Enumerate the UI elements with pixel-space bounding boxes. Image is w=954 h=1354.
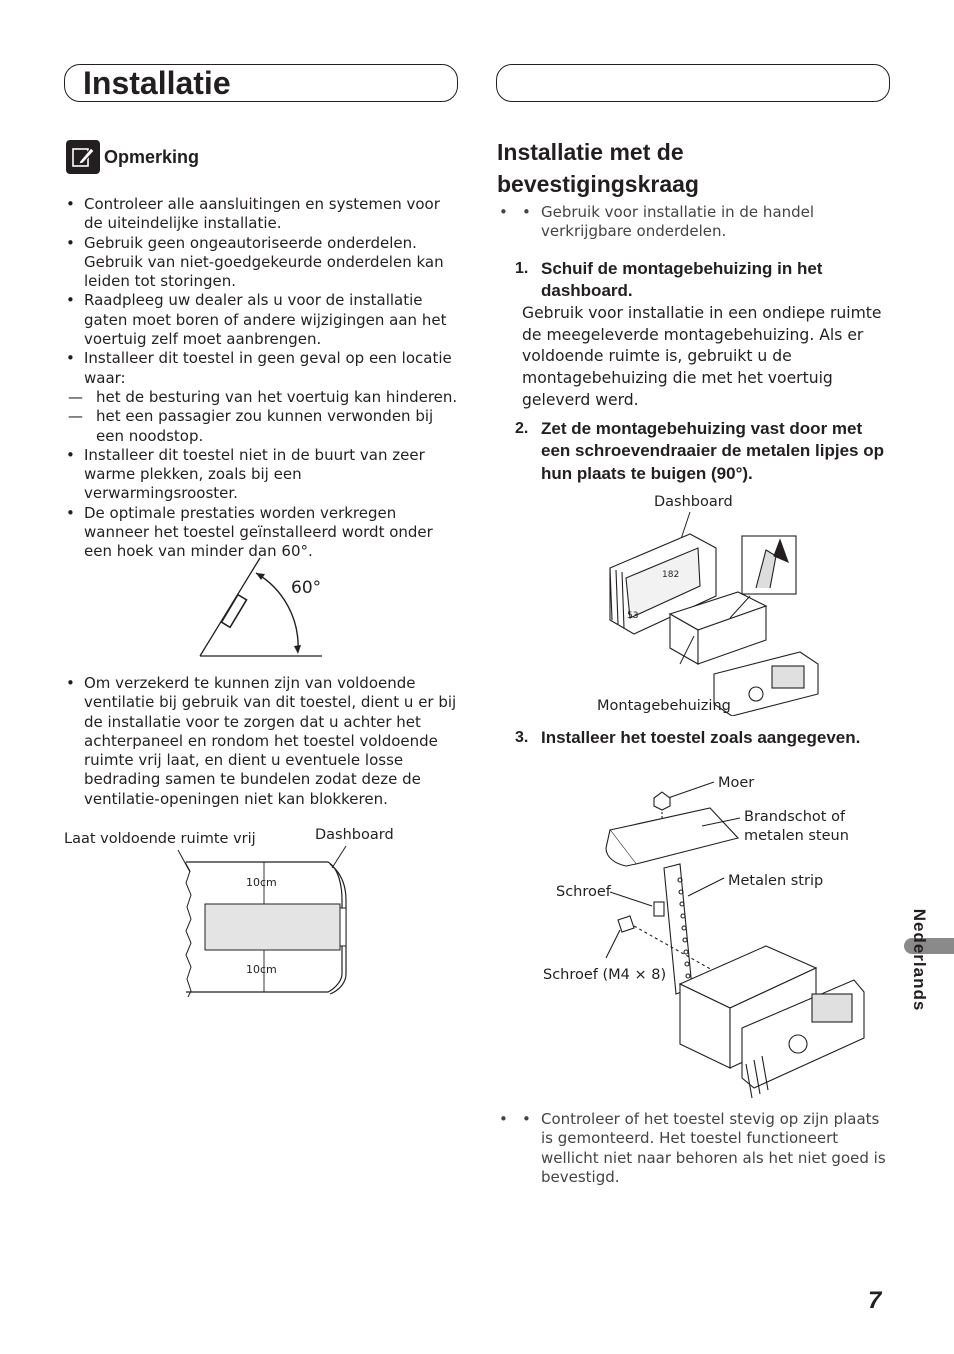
note-bullet: • De optimale prestaties worden verkregen wanneer het toestel geïnstalleerd wordt onder een hoek van minder dan 60°. [64,504,458,562]
screw-leader [610,892,652,906]
ventilation-section [64,674,458,809]
note-label: Opmerking [104,146,200,167]
arc-arrow-top [256,573,265,580]
final-bullet: • • Controleer of het toestel stevig op zijn plaats is gemonteerd. Het toestel functioneert wellicht niet naar behoren als het niet goed is bevestigd. [497,1110,891,1187]
unit-block [205,904,340,950]
step-number: 3. [515,729,529,746]
step-title: Installeer het toestel zoals aangegeven. [541,728,861,747]
note-bullet-list-2 [64,446,458,562]
step-3 [497,727,891,750]
nut-icon [654,792,670,810]
dim-height-label: 53 [627,611,639,621]
section-title-line1: Installatie met de [497,139,684,165]
space-label: Laat voldoende ruimte vrij [64,831,256,847]
step-title: Schuif de montagebehuizing in het dashboard. [541,258,823,301]
bottom-gap-label: 10cm [246,963,277,976]
step-number: 1. [515,259,529,277]
note-sub-list [64,388,458,446]
step-number: 2. [515,419,529,437]
step-2 [497,418,891,486]
note-bullet-list [64,195,458,388]
nut-leader [668,782,714,798]
collar-section [497,136,891,486]
note-bullet: • Installeer dit toestel niet in de buurt van zeer warme plekken, zoals bij een verwarmingsrooster. [64,446,458,504]
page-number: 7 [868,1287,882,1314]
radio-face-display [812,994,852,1022]
note-sub-item: — het een passagier zou kunnen verwonden bij een noodstop. [64,407,458,446]
radio-knob [749,687,763,701]
angle-label: 60° [291,578,322,598]
housing-figure [590,488,830,716]
pencil-note-icon [66,140,100,174]
note-section [64,140,458,562]
screw-m4-leader [606,930,620,958]
intro-list [497,203,891,242]
ventilation-bullet: • Om verzekerd te kunnen zijn van voldoende ventilatie bij gebruik van dit toestel, dient u er bij de installatie voor te zorgen dat u achter het achterpaneel en rondom het toestel voldoende ruimte vrij laat, en dient u eventuele losse bedrading samen te bundelen zodat deze de ventilatie-openingen niet kan blokkeren. [64,674,458,809]
note-heading [66,140,458,174]
fig3-screw-label: Schroef [556,884,611,900]
step-body: Gebruik voor installatie in een ondiepe ruimte de meegeleverde montagebehuizing. Als er voldoende ruimte is, gebruikt u de montagebehuizing die met het voertuig geleverd werd. [522,303,882,409]
final-list [497,1110,891,1187]
fig3-strip-label: Metalen strip [728,873,824,889]
fig3-screw-m4-label: Schroef (M4 × 8) [543,967,667,983]
screw-icon [654,902,664,916]
note-bullet: • Controleer alle aansluitingen en systemen voor de uiteindelijke installatie. [64,195,458,234]
dim-width-label: 182 [662,570,680,580]
fig3-bulkhead-label-1: Brandschot of [744,809,846,825]
step-title: Zet de montagebehuizing vast door met een schroevendraaier de metalen lipjes op hun plaats te buigen (90°). [541,418,884,483]
page-title: Installatie [83,65,231,101]
fig2-dashboard-label: Dashboard [654,494,733,510]
wavy-edge-left [185,862,191,997]
step-3-block [497,727,891,750]
angle-figure [196,555,326,660]
fig3-nut-label: Moer [718,775,755,791]
radio-face-knob [789,1035,807,1053]
language-label: Nederlands [910,908,929,1012]
radio-display [772,666,804,688]
fig3-bulkhead-label-2: metalen steun [744,828,849,844]
ventilation-list [64,674,458,809]
note-bullet: • Installeer dit toestel in geen geval op een locatie waar: [64,349,458,388]
arc-arrow-bottom [294,645,301,654]
fig2-housing-label: Montagebehuizing [597,698,731,714]
unit-front-panel [340,908,346,946]
note-bullet: • Raadpleeg uw dealer als u voor de installatie gaten moet boren of andere wijzigingen aan het voertuig zelf moet aanbrengen. [64,291,458,349]
strip-leader [688,878,724,896]
section-title-line2: bevestigingskraag [497,171,699,197]
header-empty-box [496,64,890,102]
section-title [497,136,891,200]
dashboard-label: Dashboard [315,827,394,843]
screw-m4-icon [618,916,634,932]
note-bullet: • Gebruik geen ongeautoriseerde onderdelen. Gebruik van niet-goedgekeurde onderdelen kan leiden tot storingen. [64,234,458,292]
note-sub-item: — het de besturing van het voertuig kan hinderen. [64,388,458,407]
ventilation-figure [60,820,400,1000]
step-1 [497,258,891,412]
header-title-box [64,64,458,102]
dashboard-leader [332,846,346,868]
top-gap-label: 10cm [246,876,277,889]
mounting-figure [540,768,870,1102]
final-section [497,1110,891,1187]
intro-bullet: • • Gebruik voor installatie in de handel verkrijgbare onderdelen. [497,203,891,242]
